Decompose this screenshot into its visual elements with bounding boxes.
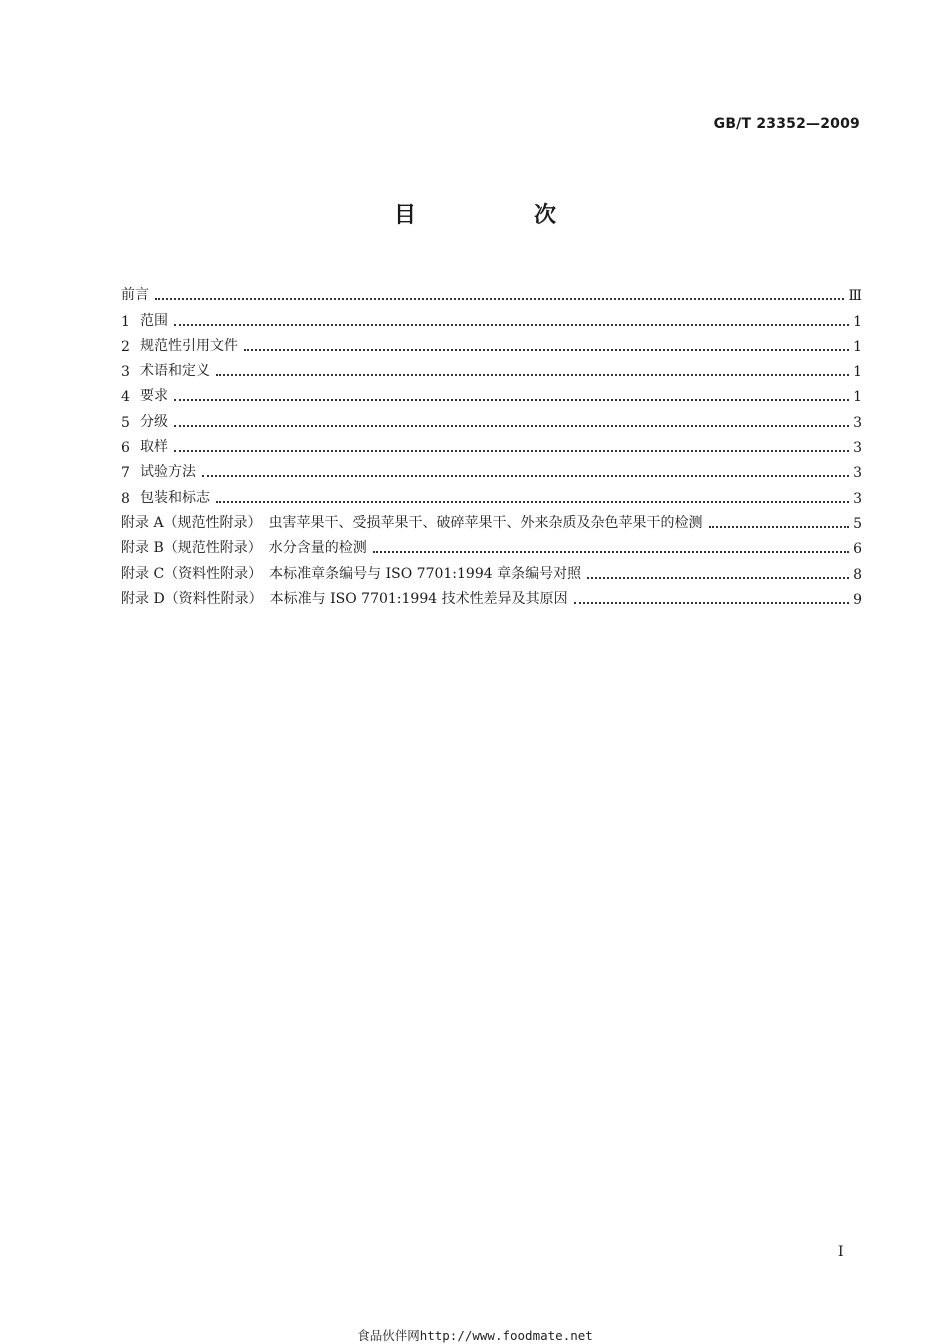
toc-number: 4 [121,389,130,406]
toc-entry[interactable] [121,330,862,355]
toc-leader [216,373,849,376]
toc-label: 附录 C（资料性附录） 本标准章条编号与 ISO 7701:1994 章条编号对照 [121,565,582,582]
toc-label: 分级 [140,413,168,430]
toc-entry[interactable] [121,380,862,405]
toc-entry[interactable] [121,583,862,608]
toc-label: 附录 D（资料性附录） 本标准与 ISO 7701:1994 技术性差异及其原因 [121,590,568,607]
toc-entry[interactable] [121,304,862,329]
toc-label: 附录 A（规范性附录） 虫害苹果干、受损苹果干、破碎苹果干、外来杂质及杂色苹果干的检测 [121,514,703,531]
toc-number: 5 [121,414,130,431]
toc-page: 8 [853,566,862,583]
toc-number: 1 [121,313,130,330]
toc-page: 1 [853,313,862,330]
toc-entry[interactable] [121,355,862,380]
toc-leader [244,348,849,351]
toc-label: 要求 [140,388,168,405]
table-of-contents [121,279,862,608]
toc-label: 附录 B（规范性附录） 水分含量的检测 [121,540,367,557]
toc-page: 3 [853,490,862,507]
toc-number: 3 [121,364,130,381]
toc-label: 规范性引用文件 [140,337,238,354]
toc-leader [574,601,849,604]
toc-page: Ⅲ [848,288,862,305]
toc-leader [174,424,849,427]
watermark-footer: 食品伙伴网http://www.foodmate.net [357,1328,593,1343]
toc-number: 7 [121,465,130,482]
toc-page: 1 [853,389,862,406]
toc-entry[interactable] [121,279,862,304]
toc-page: 1 [853,338,862,355]
toc-number: 2 [121,338,130,355]
toc-page: 5 [853,515,862,532]
toc-page: 1 [853,364,862,381]
toc-leader [216,500,849,503]
toc-leader [155,297,844,300]
toc-number: 6 [121,440,130,457]
toc-page: 6 [853,541,862,558]
toc-leader [709,525,850,528]
toc-label: 范围 [140,312,168,329]
toc-leader [202,474,849,477]
toc-leader [174,323,849,326]
toc-leader [174,398,849,401]
toc-entry[interactable] [121,456,862,481]
toc-leader [174,449,849,452]
toc-label: 试验方法 [140,464,196,481]
standard-code: GB/T 23352—2009 [713,116,860,132]
toc-entry[interactable] [121,481,862,506]
toc-label: 术语和定义 [140,363,210,380]
toc-leader [587,576,849,579]
toc-page: 9 [853,591,862,608]
toc-page: 3 [853,414,862,431]
toc-entry[interactable] [121,532,862,557]
page-title: 目 次 [393,203,604,228]
toc-label: 取样 [140,439,168,456]
toc-leader [373,550,849,553]
toc-entry[interactable] [121,431,862,456]
toc-label: 前言 [121,287,149,304]
page-number: I [838,1244,844,1260]
toc-page: 3 [853,465,862,482]
toc-label: 包装和标志 [140,489,210,506]
toc-page: 3 [853,440,862,457]
toc-number: 8 [121,490,130,507]
toc-entry[interactable] [121,405,862,430]
toc-entry[interactable] [121,557,862,582]
toc-entry[interactable] [121,507,862,532]
